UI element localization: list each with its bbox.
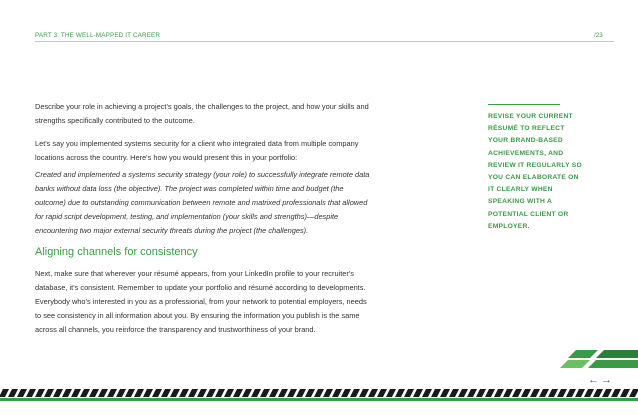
next-page-arrow-icon[interactable]: → — [601, 374, 612, 386]
paragraph-consistency: Next, make sure that wherever your résumé appears, from your LinkedIn profile to your recruiter's database, it's consistent. Remember to update your portfolio and résumé according to developments. Everybody who's interested in you as a professional, from your network to potential employers, needs to see consistency in all information about you. By ensuring the information you publish is the same across all channels, you reinforce the transparency and trustworthiness of your brand. — [35, 269, 367, 334]
header-divider — [35, 41, 614, 42]
page-number: /23 — [594, 32, 603, 39]
portfolio-example: Created and implemented a systems security strategy (your role) to successfully integrate remote data banks without data loss (the objective). The project was completed within time and budget (the outcome) due to outstanding communication between remote and matrixed professionals that allowed for rapid script development, testing, and implementation (your skills and strengths)—despite encountering two major external security threats during the project (the challenges). — [35, 170, 370, 235]
main-content — [35, 100, 373, 337]
section-heading: Aligning channels for consistency — [35, 246, 198, 258]
paragraph-role: Describe your role in achieving a project's goals, the challenges to the project, and how your skills and strengths specifically contributed to the outcome. — [35, 102, 369, 125]
prev-page-arrow-icon[interactable]: ← — [588, 374, 599, 386]
footer-accent-bar — [0, 398, 638, 401]
header-title: PART 3: THE WELL-MAPPED IT CAREER — [35, 32, 161, 39]
sidebar-callout: REVISE YOUR CURRENT RÉSUMÉ TO REFLECT YOUR BRAND-BASED ACHIEVEMENTS, AND REVIEW IT REGULARLY SO YOU CAN ELABORATE ON IT CLEARLY WHEN SPEAKING WITH A POTENTIAL CLIENT OR EMPLOYER. — [488, 113, 582, 230]
footer-chevron-band — [0, 389, 638, 397]
sidebar-divider — [488, 104, 560, 105]
chevron-decoration-icon — [560, 348, 638, 370]
paragraph-example-intro: Let's say you implemented systems security for a client who integrated data from multiple company locations across the country. Here's how you would present this in your portfolio: — [35, 139, 359, 162]
